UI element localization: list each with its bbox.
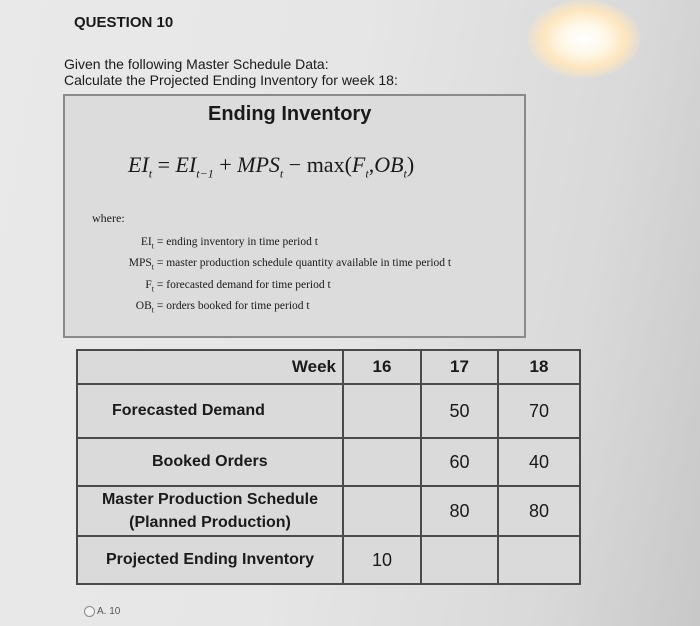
week-label: Week [77, 350, 343, 384]
mps-label-line-1: Master Production Schedule [101, 491, 319, 508]
table-row [77, 486, 580, 536]
forecasted-demand-label: Forecasted Demand [77, 384, 343, 438]
prompt-line-1: Given the following Master Schedule Data: [64, 56, 329, 72]
ending-inventory-formula: $EI_t = EI_{t-1} + MPS_t - \max(F_t,OB_t)$ [128, 152, 415, 181]
definition-ob: $OB_t$ = orders booked for time period t [135, 300, 310, 315]
cell-mps-18: 80 [498, 486, 580, 536]
light-glare [528, 0, 640, 78]
cell-pei-18 [498, 536, 580, 584]
cell-forecast-18: 70 [498, 384, 580, 438]
reference-title: Ending Inventory [208, 103, 372, 125]
table-row [77, 438, 580, 486]
week-18-header: 18 [498, 350, 580, 384]
table-row [77, 536, 580, 584]
question-title: QUESTION 10 [74, 14, 174, 31]
cell-booked-16 [343, 438, 421, 486]
question-prompt [64, 56, 398, 88]
table-row [77, 384, 580, 438]
table-header-row [77, 350, 580, 384]
cell-forecast-17: 50 [421, 384, 498, 438]
radio-button-icon[interactable] [84, 606, 95, 617]
where-label: where: [92, 211, 125, 225]
prompt-line-2: Calculate the Projected Ending Inventory for week 18: [64, 72, 398, 88]
cell-mps-17: 80 [421, 486, 498, 536]
booked-orders-label: Booked Orders [77, 438, 343, 486]
projected-ending-inventory-label: Projected Ending Inventory [77, 536, 343, 584]
answer-option-a[interactable] [84, 606, 120, 617]
answer-option-a-label: A. 10 [97, 606, 121, 618]
cell-forecast-16 [343, 384, 421, 438]
cell-booked-17: 60 [421, 438, 498, 486]
definition-ei: $EI_t$ = ending inventory in time period t [140, 236, 318, 251]
cell-pei-16: 10 [343, 536, 421, 584]
cell-pei-17 [421, 536, 498, 584]
mps-label-line-2: (Planned Production) [129, 514, 291, 531]
week-16-header: 16 [343, 350, 421, 384]
cell-booked-18: 40 [498, 438, 580, 486]
week-17-header: 17 [421, 350, 498, 384]
master-schedule-table [76, 349, 581, 585]
definition-mps: $MPS_t$ = master production schedule quantity available in time period t [128, 257, 452, 272]
cell-mps-16 [343, 486, 421, 536]
mps-label [77, 486, 343, 536]
definition-f: $F_t$ = forecasted demand for time period t [145, 279, 331, 294]
